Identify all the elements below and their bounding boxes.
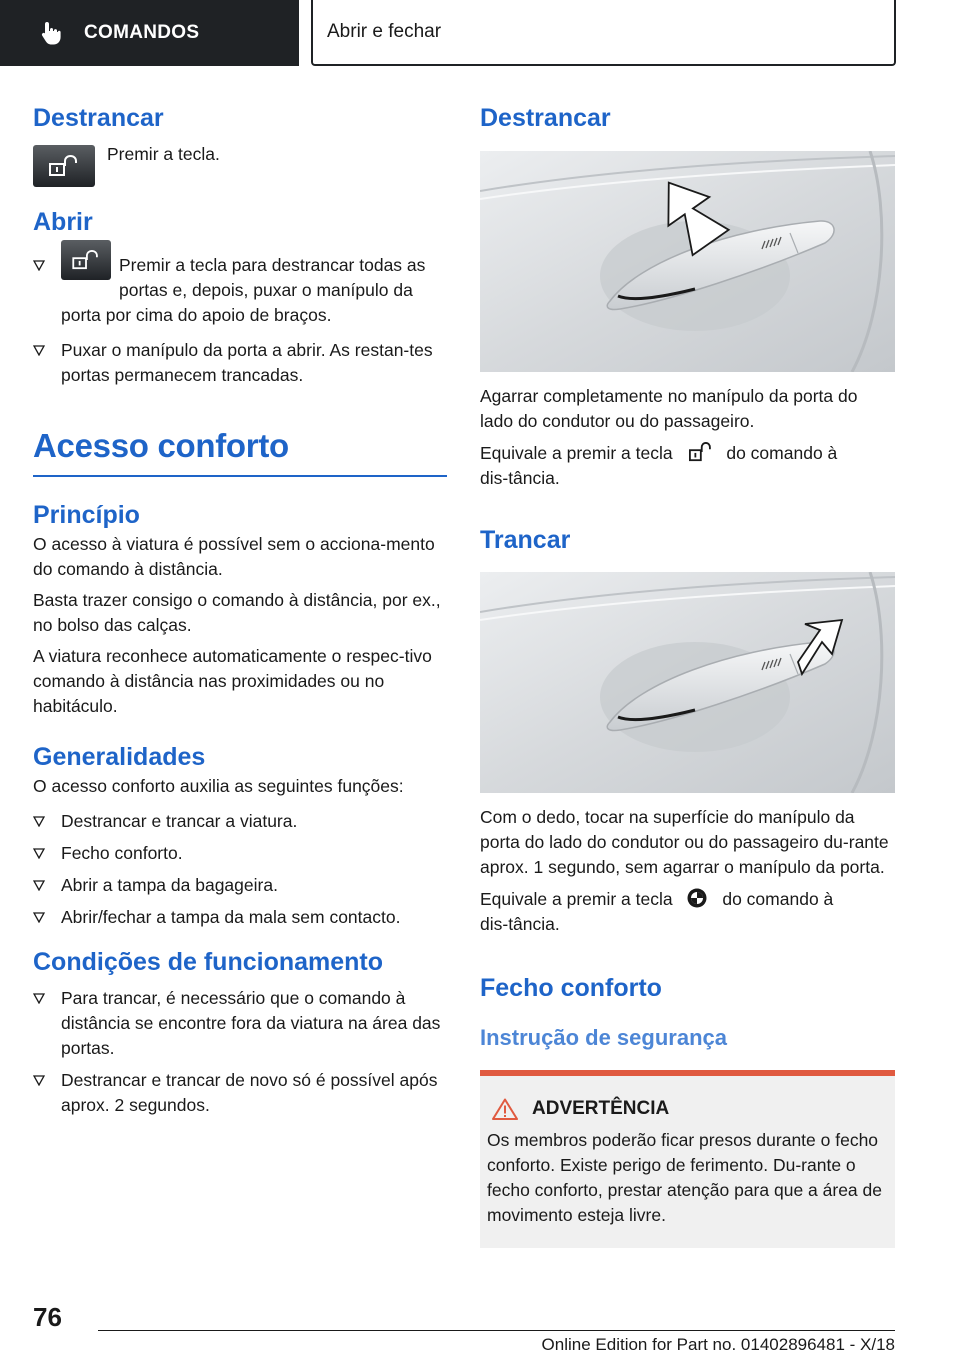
warning-box [480,1070,895,1248]
unlock-key-icon [683,442,715,462]
list-item: Abrir a tampa da bagageira. [33,873,447,898]
list-item: Abrir/fechar a tampa da mala sem contacto. [33,905,447,930]
destrancar-row [33,145,447,207]
list-item: Destrancar e trancar a viatura. [33,809,447,834]
page-number: 76 [33,1302,62,1332]
bullet-triangle-icon [33,993,45,1004]
section-title: COMANDOS [84,22,200,43]
instrucao-seguranca-heading: Instrução de segurança [480,1025,727,1050]
warning-text: Os membros poderão ficar presos durante o fecho conforto. Existe perigo de ferimento. Du‑rante o fecho conforto, prestar atenção para que a área de movimento esteja livre. [487,1130,882,1225]
trancar-p2: Equivale a premir a tecla do comando à dis‑tância. [480,889,834,934]
destrancar-right-p2: Equivale a premir a tecla do comando à dis‑tância. [480,443,838,488]
unlock-key-button-image [33,145,95,187]
principio-heading: Princípio [33,500,140,529]
door-handle-lock-image [480,572,895,793]
list-item: Destrancar e trancar de novo só é possível após aprox. 2 segundos. [33,1068,447,1118]
trancar-heading: Trancar [480,526,571,554]
destrancar-right-p1: Agarrar completamente no manípulo da porta do lado do condutor ou do passageiro. [480,386,858,431]
list-item: Puxar o manípulo da porta a abrir. As restan‑tes portas permanecem trancadas. [33,338,447,388]
section-divider [33,475,447,477]
generalidades-heading: Generalidades [33,742,206,771]
door-handle-unlock-image [480,151,895,372]
unlock-key-icon [48,155,80,177]
fecho-conforto-heading: Fecho conforto [480,974,662,1002]
left-column [33,100,447,1125]
principio-paragraph-3: A viatura reconhece automaticamente o respec‑tivo comando à distância nas proximidades ou no habitáculo. [33,645,432,716]
principio-paragraph-2: Basta trazer consigo o comando à distância, por ex., no bolso das calças. [33,589,441,635]
list-item: Premir a tecla para destrancar todas as portas e, depois, puxar o manípulo da porta por cima do apoio de braços. [33,253,447,328]
abrir-heading: Abrir [33,208,93,236]
door-handle-illustration [480,151,895,372]
bullet-triangle-icon [33,260,45,271]
unlock-key-button-image [61,240,111,280]
destrancar-heading: Destrancar [33,104,164,132]
warning-triangle-icon [492,1098,518,1120]
section-tab [0,0,299,66]
list-item: Fecho conforto. [33,841,447,866]
chapter-tab [311,0,896,66]
bmw-logo-icon [687,888,707,908]
acesso-conforto-heading: Acesso conforto [33,427,289,464]
door-handle-illustration [480,572,895,793]
trancar-p1: Com o dedo, tocar na superfície do manípulo da porta do lado do condutor ou do passageiro du‑rante aprox. 1 segundo, sem agarrar o manípulo da porta. [480,807,889,877]
bullet-triangle-icon [33,880,45,891]
warning-title-row [487,1098,885,1120]
destrancar-right-heading: Destrancar [480,104,611,132]
generalidades-intro: O acesso conforto auxilia as seguintes funções: [33,775,404,796]
right-column [480,100,895,1248]
bullet-triangle-icon [33,816,45,827]
condicoes-heading: Condições de funcionamento [33,947,384,976]
list-item: Para trancar, é necessário que o comando à distância se encontre fora da viatura na área das portas. [33,986,447,1061]
footer-edition: Online Edition for Part no. 01402896481 - X/18 [541,1335,895,1354]
bullet-triangle-icon [33,912,45,923]
bullet-triangle-icon [33,1075,45,1086]
generalidades-list [33,809,447,930]
destrancar-text: Premir a tecla. [107,144,220,164]
unlock-key-icon [71,250,101,270]
chapter-title: Abrir e fechar [327,21,442,42]
footer-divider [98,1330,895,1331]
abrir-list [33,253,447,388]
hand-pointer-icon [38,20,64,46]
page-header [0,0,960,66]
bullet-triangle-icon [33,848,45,859]
bullet-triangle-icon [33,345,45,356]
principio-paragraph-1: O acesso à viatura é possível sem o acciona‑mento do comando à distância. [33,533,435,579]
warning-title: ADVERTÊNCIA [532,1098,670,1119]
condicoes-list [33,986,447,1118]
